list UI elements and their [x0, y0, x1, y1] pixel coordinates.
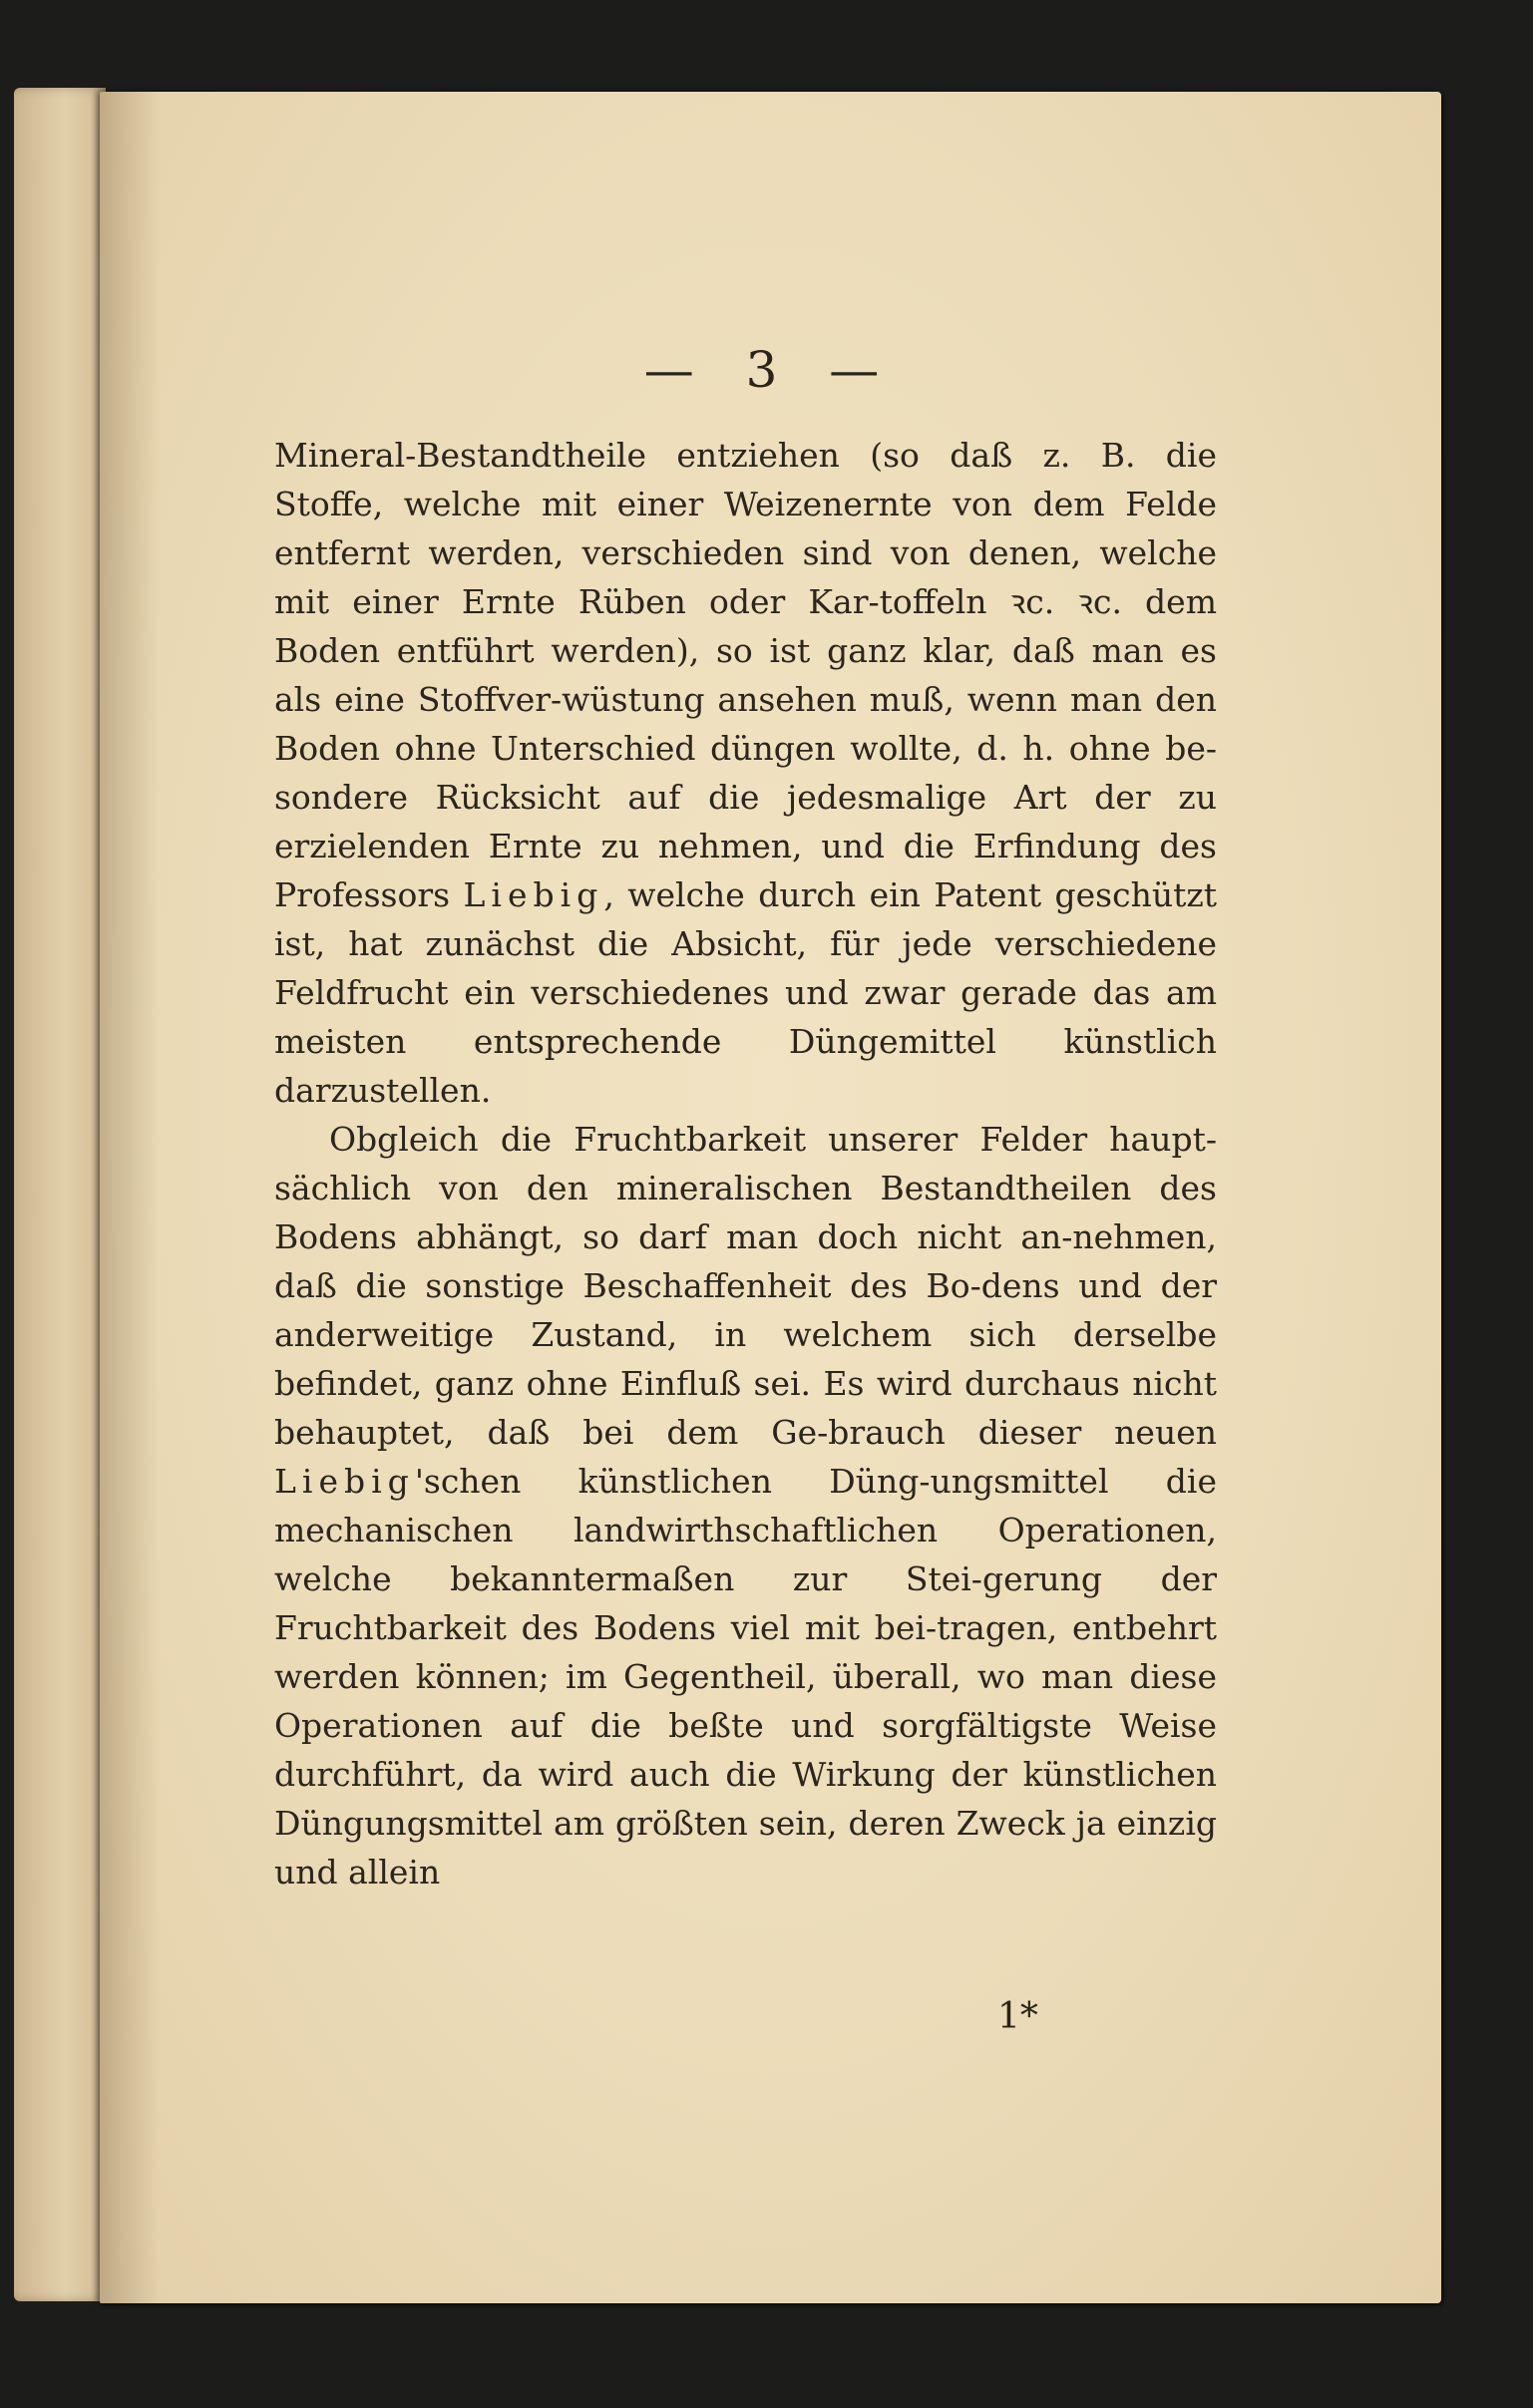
gutter-shade	[100, 92, 160, 2303]
signature-mark: 1*	[997, 1996, 1038, 2037]
paragraph-2	[274, 1115, 1217, 1896]
author-name-liebig-2: Liebig	[274, 1462, 415, 1501]
page-number: — 3 —	[643, 341, 898, 399]
paragraph-1-text-b: , welche durch ein Patent geschützt ist, hat zunächst die Absicht, für jede verschiedene Feldfrucht ein verschiedenes und zwar gerade das am meisten entsprechende Düngemittel künstlich darzustellen.	[274, 875, 1217, 1110]
paragraph-1	[274, 431, 1217, 1115]
book-page	[100, 92, 1441, 2303]
paragraph-1-text-a: Mineral-Bestandtheile entziehen (so daß z. B. die Stoffe, welche mit einer Weizenernte von dem Felde entfernt werden, verschieden sind von denen, welche mit einer Ernte Rüben oder Kar-toffeln ꝛc. ꝛc. dem Boden entführt werden), so ist ganz klar, daß man es als eine Stoffver-wüstung ansehen muß, wenn man den Boden ohne Unterschied düngen wollte, d. h. ohne be-sondere Rücksicht auf die jedesmalige Art der zu erzielenden Ernte zu nehmen, und die Erfindung des Professors	[274, 436, 1217, 914]
author-name-liebig: Liebig	[463, 875, 604, 914]
left-page-edge	[14, 88, 106, 2301]
body-text	[274, 431, 1217, 1896]
paragraph-2-text-a: Obgleich die Fruchtbarkeit unserer Felder haupt-sächlich von den mineralischen Bestandtheilen des Bodens abhängt, so darf man doch nicht an-nehmen, daß die sonstige Beschaffenheit des Bo-dens und der anderweitige Zustand, in welchem sich derselbe befindet, ganz ohne Einfluß sei. Es wird durchaus nicht behauptet, daß bei dem Ge-brauch dieser neuen	[274, 1120, 1217, 1452]
paragraph-2-text-b: 'schen künstlichen Düng-ungsmittel die mechanischen landwirthschaftlichen Operationen, welche bekanntermaßen zur Stei-gerung der Fruchtbarkeit des Bodens viel mit bei-tragen, entbehrt werden können; im Gegentheil, überall, wo man diese Operationen auf die beßte und sorgfältigste Weise durchführt, da wird auch die Wirkung der künstlichen Düngungsmittel am größten sein, deren Zweck ja einzig und allein	[274, 1462, 1217, 1892]
